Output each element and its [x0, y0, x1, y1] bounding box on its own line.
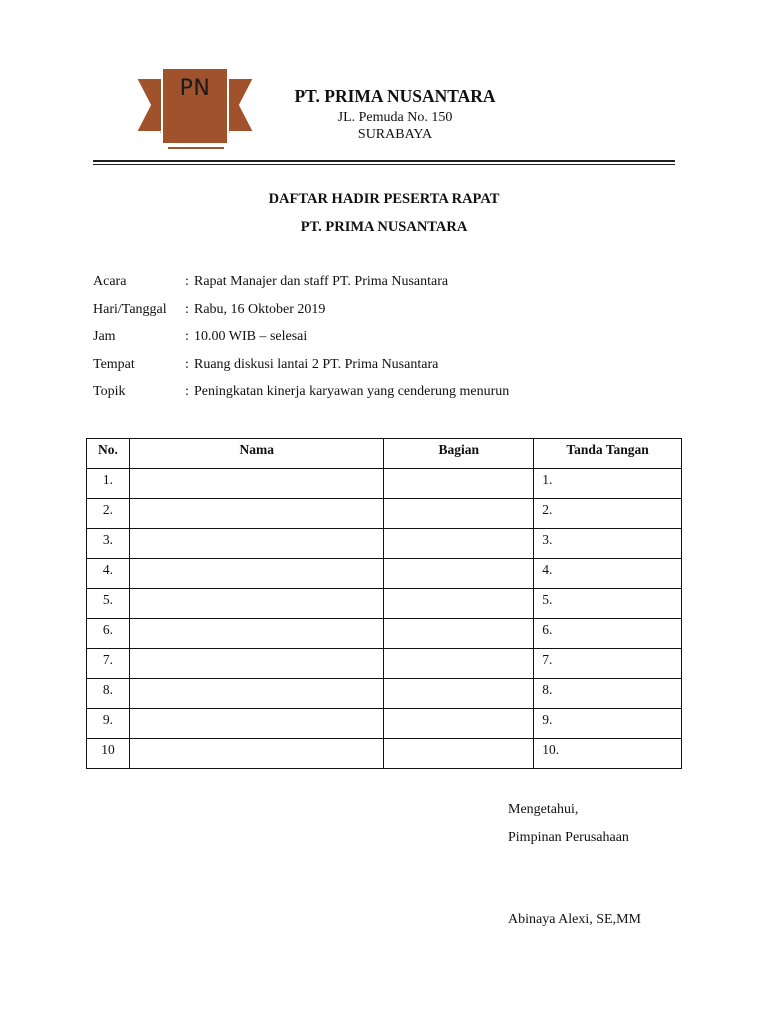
attendance-table — [86, 438, 682, 769]
info-colon: : — [185, 384, 189, 399]
cell-bagian — [384, 709, 534, 739]
table-row — [87, 619, 682, 649]
cell-nama — [129, 619, 383, 649]
info-row-hari-tanggal — [93, 300, 509, 328]
cell-tanda-tangan: 7. — [534, 649, 682, 679]
cell-bagian — [384, 619, 534, 649]
cell-nama — [129, 649, 383, 679]
letterhead-divider-thin — [93, 164, 675, 165]
cell-no: 9. — [87, 709, 130, 739]
info-label: Topik — [93, 384, 126, 399]
table-row — [87, 529, 682, 559]
cell-nama — [129, 709, 383, 739]
company-logo — [134, 66, 256, 156]
cell-tanda-tangan: 4. — [534, 559, 682, 589]
info-label: Jam — [93, 329, 116, 344]
info-value: 10.00 WIB – selesai — [194, 329, 308, 344]
cell-bagian — [384, 649, 534, 679]
info-value: Rabu, 16 Oktober 2019 — [194, 301, 326, 317]
info-row-jam — [93, 327, 509, 355]
cell-no: 3. — [87, 529, 130, 559]
logo-initials: PN — [179, 76, 211, 101]
cell-nama — [129, 739, 383, 769]
cell-no: 5. — [87, 589, 130, 619]
signature-role: Pimpinan Perusahaan — [508, 830, 629, 845]
column-header-tanda-tangan: Tanda Tangan — [534, 439, 682, 469]
cell-bagian — [384, 679, 534, 709]
column-header-nama: Nama — [129, 439, 383, 469]
cell-no: 1. — [87, 469, 130, 499]
cell-no: 4. — [87, 559, 130, 589]
info-label: Hari/Tanggal — [93, 301, 167, 317]
cell-no: 7. — [87, 649, 130, 679]
cell-nama — [129, 499, 383, 529]
table-row — [87, 469, 682, 499]
company-name: PT. PRIMA NUSANTARA — [294, 86, 496, 106]
cell-bagian — [384, 469, 534, 499]
info-colon: : — [185, 329, 189, 344]
cell-no: 8. — [87, 679, 130, 709]
info-value: Rapat Manajer dan staff PT. Prima Nusantara — [194, 274, 449, 289]
info-colon: : — [185, 301, 189, 317]
address-city: SURABAYA — [357, 127, 433, 142]
table-row — [87, 589, 682, 619]
info-value: Ruang diskusi lantai 2 PT. Prima Nusantara — [194, 356, 439, 372]
table-row — [87, 739, 682, 769]
cell-tanda-tangan: 10. — [534, 739, 682, 769]
table-row — [87, 709, 682, 739]
letterhead-divider — [93, 160, 675, 162]
document-title: DAFTAR HADIR PESERTA RAPAT — [268, 191, 500, 207]
cell-nama — [129, 589, 383, 619]
meeting-info — [93, 272, 509, 410]
cell-tanda-tangan: 8. — [534, 679, 682, 709]
info-colon: : — [185, 356, 189, 372]
cell-bagian — [384, 529, 534, 559]
info-label: Tempat — [93, 356, 135, 372]
info-row-acara — [93, 272, 509, 300]
company-address — [240, 109, 550, 143]
info-row-topik — [93, 382, 509, 410]
cell-tanda-tangan: 6. — [534, 619, 682, 649]
cell-nama — [129, 679, 383, 709]
column-header-bagian: Bagian — [384, 439, 534, 469]
column-header-no: No. — [87, 439, 130, 469]
table-header-row — [87, 439, 682, 469]
cell-no: 2. — [87, 499, 130, 529]
info-label: Acara — [93, 274, 127, 289]
info-row-tempat — [93, 355, 509, 383]
address-street: JL. Pemuda No. 150 — [337, 110, 453, 125]
signature-acknowledged: Mengetahui, — [508, 802, 579, 817]
info-colon: : — [185, 274, 189, 289]
document-subtitle: PT. PRIMA NUSANTARA — [300, 219, 468, 235]
signatory-name: Abinaya Alexi, SE,MM — [508, 912, 641, 927]
table-row — [87, 679, 682, 709]
cell-no: 6. — [87, 619, 130, 649]
table-row — [87, 559, 682, 589]
table-row — [87, 649, 682, 679]
cell-bagian — [384, 559, 534, 589]
cell-tanda-tangan: 1. — [534, 469, 682, 499]
cell-nama — [129, 559, 383, 589]
cell-bagian — [384, 499, 534, 529]
info-value: Peningkatan kinerja karyawan yang cenderung menurun — [194, 384, 510, 399]
cell-nama — [129, 529, 383, 559]
cell-nama — [129, 469, 383, 499]
cell-no: 10 — [87, 739, 130, 769]
cell-tanda-tangan: 9. — [534, 709, 682, 739]
cell-tanda-tangan: 5. — [534, 589, 682, 619]
cell-tanda-tangan: 3. — [534, 529, 682, 559]
cell-bagian — [384, 589, 534, 619]
cell-bagian — [384, 739, 534, 769]
cell-tanda-tangan: 2. — [534, 499, 682, 529]
table-row — [87, 499, 682, 529]
